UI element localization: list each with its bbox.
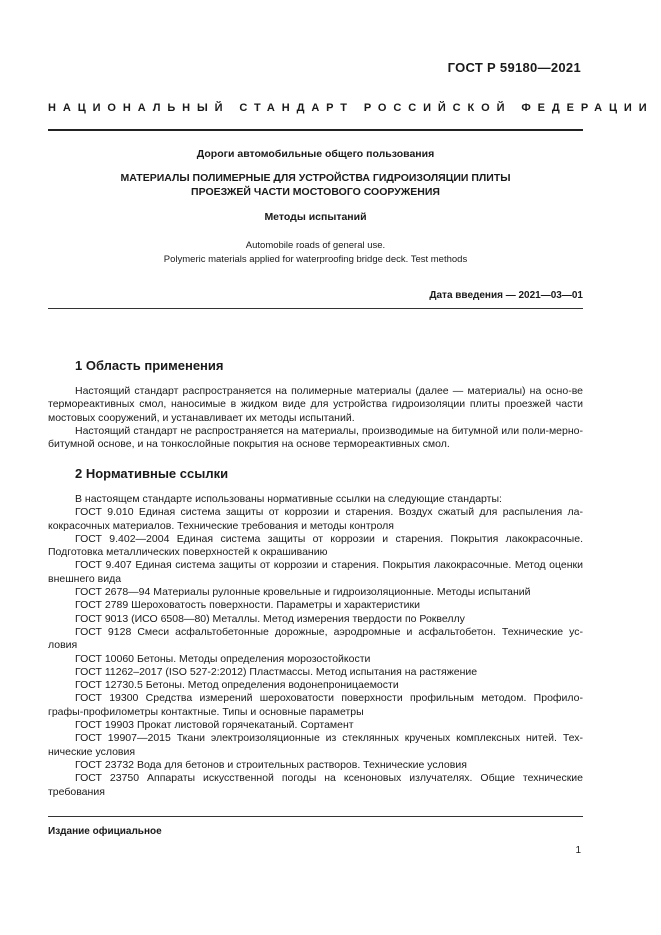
reference-item: ГОСТ 12730.5 Бетоны. Метод определения водонепроницаемости bbox=[75, 679, 399, 692]
national-standard-heading: НАЦИОНАЛЬНЫЙ СТАНДАРТ РОССИЙСКОЙ ФЕДЕРАЦИИ bbox=[48, 102, 654, 114]
reference-item: ГОСТ 10060 Бетоны. Методы определения морозостойкости bbox=[75, 652, 371, 665]
reference-item: ГОСТ 19300 Средства измерений шероховатости поверхности профильным методом. Профило-графы-профилометры контактные. Типы и основные параметры bbox=[48, 692, 583, 718]
subtitle-en-line-1: Automobile roads of general use. bbox=[245, 240, 386, 251]
document-title bbox=[48, 171, 583, 199]
doc-number: ГОСТ Р 59180—2021 bbox=[447, 60, 581, 75]
reference-item: ГОСТ 2678—94 Материалы рулонные кровельные и гидроизоляционные. Методы испытаний bbox=[75, 586, 531, 599]
middle-rule bbox=[48, 308, 583, 309]
title-line-2: ПРОЕЗЖЕЙ ЧАСТИ МОСТОВОГО СООРУЖЕНИЯ bbox=[191, 186, 440, 198]
paragraph: Настоящий стандарт не распространяется на материалы, производимые на битумной или поли-мерно-битумной основе, и на тонкослойные покрытия на основе термореактивных смол. bbox=[48, 424, 583, 451]
bottom-rule bbox=[48, 816, 583, 817]
reference-item: ГОСТ 9.010 Единая система защиты от коррозии и старения. Воздух сжатый для распыления ла-кокрасочных материалов. Технические требования и методы контроля bbox=[48, 506, 583, 532]
title-line-1: МАТЕРИАЛЫ ПОЛИМЕРНЫЕ ДЛЯ УСТРОЙСТВА ГИДРОИЗОЛЯЦИИ ПЛИТЫ bbox=[120, 172, 511, 184]
reference-item: ГОСТ 23750 Аппараты искусственной погоды на ксеноновых излучателях. Общие технические требования bbox=[48, 772, 583, 798]
subtitle-en-line-2: Polymeric materials applied for waterproofing bridge deck. Test methods bbox=[163, 254, 468, 265]
reference-item: ГОСТ 19907—2015 Ткани электроизоляционные из стеклянных крученых комплексных нитей. Тех-нические условия bbox=[48, 732, 583, 758]
reference-list bbox=[48, 506, 583, 799]
reference-item: ГОСТ 9.407 Единая система защиты от коррозии и старения. Покрытия лакокрасочные. Метод оценки внешнего вида bbox=[48, 559, 583, 585]
section-normative-references bbox=[48, 466, 583, 799]
section-heading: 2 Нормативные ссылки bbox=[75, 466, 229, 481]
reference-item: ГОСТ 9013 (ИСО 6508—80) Металлы. Метод измерения твердости по Роквеллу bbox=[75, 612, 465, 625]
reference-item: ГОСТ 9128 Смеси асфальтобетонные дорожные, аэродромные и асфальтобетон. Технические ус-ловия bbox=[48, 625, 583, 652]
methods-heading: Методы испытаний bbox=[264, 211, 367, 223]
section-scope bbox=[48, 358, 583, 451]
edition-label: Издание официальное bbox=[48, 826, 162, 837]
introduction-date: Дата введения — 2021—03—01 bbox=[429, 290, 583, 301]
paragraph: Настоящий стандарт распространяется на полимерные материалы (далее — материалы) на осно-ве термореактивных смол, наносимые в жидком виде для устройства гидроизоляции плиты проезжей части мостовых сооружений, и устанавливает их методы испытаний. bbox=[48, 385, 583, 424]
reference-item: ГОСТ 19903 Прокат листовой горячекатаный. Сортамент bbox=[75, 719, 354, 732]
subtitle-ru: Дороги автомобильные общего пользования bbox=[196, 148, 435, 160]
top-rule bbox=[48, 129, 583, 131]
subtitle-en bbox=[48, 239, 583, 267]
paragraph: В настоящем стандарте использованы нормативные ссылки на следующие стандарты: bbox=[75, 493, 502, 505]
section-heading: 1 Область применения bbox=[75, 358, 224, 373]
page-number: 1 bbox=[575, 845, 581, 856]
reference-item: ГОСТ 9.402—2004 Единая система защиты от коррозии и старения. Покрытия лакокрасочные. Подготовка металлических поверхностей к окрашиванию bbox=[48, 532, 583, 559]
reference-item: ГОСТ 11262–2017 (ISO 527-2:2012) Пластмассы. Метод испытания на растяжение bbox=[75, 665, 478, 678]
reference-item: ГОСТ 23732 Вода для бетонов и строительных растворов. Технические условия bbox=[75, 758, 467, 771]
reference-item: ГОСТ 2789 Шероховатость поверхности. Параметры и характеристики bbox=[75, 599, 420, 612]
